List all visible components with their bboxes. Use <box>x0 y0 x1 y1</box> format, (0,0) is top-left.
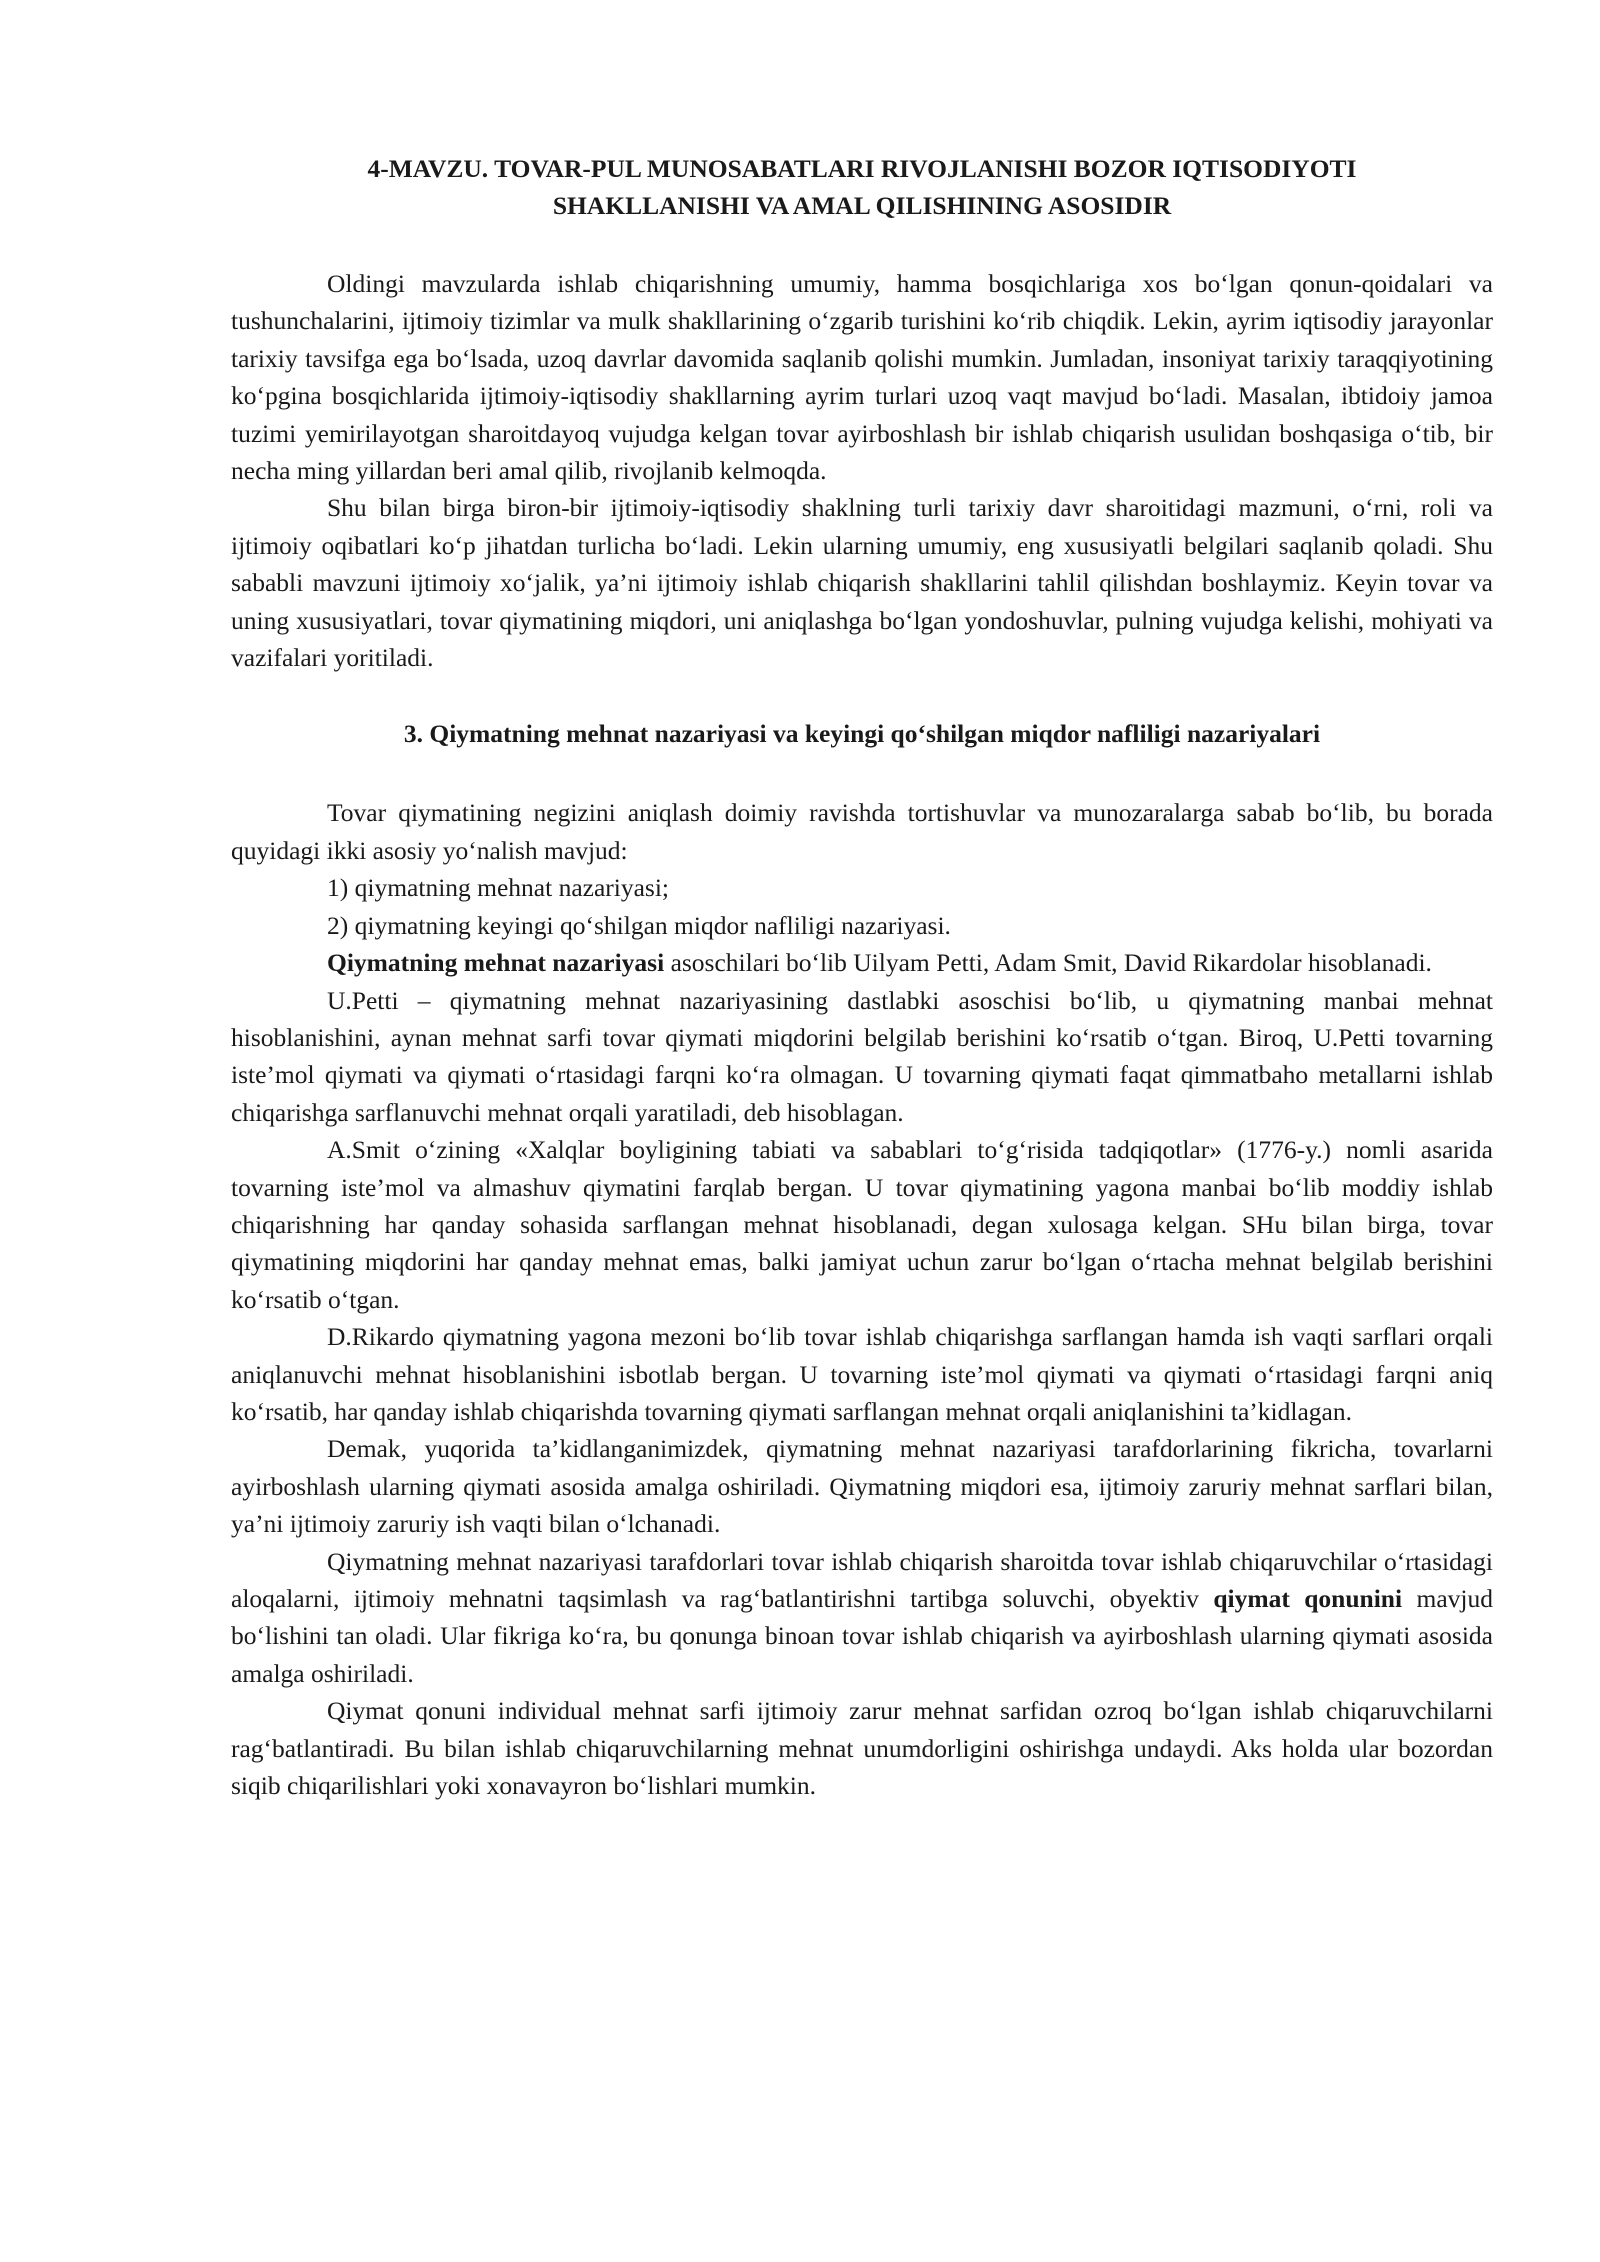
section-paragraph-ricardo: D.Rikardo qiymatning yagona mezoni bo‘lib tovar ishlab chiqarishga sarflangan hamda ish vaqti sarflari orqali aniqlanuvchi mehnat hisoblanishini isbotlab bergan. U tovarning iste’mol qiymati va qiymati o‘rtasidagi farqni aniq ko‘rsatib, har qanday ishlab chiqarishda tovarning qiymati sarflangan mehnat orqali aniqlanishini ta’kidlagan. <box>231 1322 1493 1426</box>
section-heading: 3. Qiymatning mehnat nazariyasi va keyingi qo‘shilgan miqdor nafliligi nazariyalari <box>403 719 1321 749</box>
list-item-2: 2) qiymatning keyingi qo‘shilgan miqdor nafliligi nazariyasi. <box>327 910 951 940</box>
section-paragraph-smith: A.Smit o‘zining «Xalqlar boyligining tabiati va sabablari to‘g‘risida tadqiqotlar» (1776-y.) nomli asarida tovarning iste’mol va almashuv qiymatini farqlab bergan. U tovar qiymatining yagona manbai bo‘lib moddiy ishlab chiqarishning har qanday sohasida sarflangan mehnat hisoblanadi, degan xulosaga kelgan. SHu bilan birga, tovar qiymatining miqdorini har qanday mehnat emas, balki jamiyat uchun zarur bo‘lgan o‘rtacha mehnat belgilab berishini ko‘rsatib o‘tgan. <box>231 1135 1493 1314</box>
paragraph-7-text-b: mavjud bo‘lishini tan oladi. Ular fikriga ko‘ra, bu qonunga binoan tovar ishlab chiqarish va ayirboshlash ularning qiymati asosida amalga oshiriladi. <box>231 1584 1493 1688</box>
paragraph-2-text: asoschilari bo‘lib Uilyam Petti, Adam Smit, David Rikardolar hisoblanadi. <box>664 948 1432 978</box>
section-paragraph-2 <box>231 944 1493 981</box>
term-labor-theory: Qiymatning mehnat nazariyasi <box>327 948 665 978</box>
intro-paragraph-2: Shu bilan birga biron-bir ijtimoiy-iqtisodiy shaklning turli tarixiy davr sharoitidagi mazmuni, o‘rni, roli va ijtimoiy oqibatlari ko‘p jihatdan turlicha bo‘ladi. Lekin ularning umumiy, eng xususiyatli belgilari saqlanib qoladi. Shu sababli mavzuni ijtimoiy xo‘jalik, ya’ni ijtimoiy ishlab chiqarish shakllarini tahlil qilishdan boshlaymiz. Keyin tovar va uning xususiyatlari, tovar qiymatining miqdori, uni aniqlashga bo‘lgan yondoshuvlar, pulning vujudga kelishi, mohiyati va vazifalari yoritiladi. <box>231 493 1493 673</box>
document-title <box>231 150 1493 224</box>
section-paragraph-1: Tovar qiymatining negizini aniqlash doimiy ravishda tortishuvlar va munozaralarga sabab bo‘lib, bu borada quyidagi ikki asosiy yo‘nalish mavjud: <box>231 798 1493 865</box>
section-paragraph-summary: Demak, yuqorida ta’kidlanganimizdek, qiymatning mehnat nazariyasi tarafdorlarining fikricha, tovarlarni ayirboshlash ularning qiymati asosida amalga oshiriladi. Qiymatning miqdori esa, ijtimoiy zaruriy mehnat sarflari bilan, ya’ni ijtimoiy zaruriy ish vaqti bilan o‘lchanadi. <box>231 1434 1493 1539</box>
list-item-1: 1) qiymatning mehnat nazariyasi; <box>327 873 670 903</box>
section-paragraph-value-law <box>231 1543 1493 1693</box>
section-paragraph-final: Qiymat qonuni individual mehnat sarfi ijtimoiy zarur mehnat sarfidan ozroq bo‘lgan ishlab chiqaruvchilarni rag‘batlantiradi. Bu bilan ishlab chiqaruvchilarning mehnat unumdorligini oshirishga undaydi. Aks holda ular bozordan siqib chiqarilishlari yoki xonavayron bo‘lishlari mumkin. <box>231 1696 1493 1801</box>
intro-paragraph-1: Oldingi mavzularda ishlab chiqarishning umumiy, hamma bosqichlariga xos bo‘lgan qonun-qoidalari va tushunchalarini, ijtimoiy tizimlar va mulk shakllarining o‘zgarib turishini ko‘rib chiqdik. Lekin, ayrim iqtisodiy jarayonlar tarixiy tavsifga ega bo‘lsada, uzoq davrlar davomida saqlanib qolishi mumkin. Jumladan, insoniyat tarixiy taraqqiyotining ko‘pgina bosqichlarida ijtimoiy-iqtisodiy shakllarning ayrim turlari uzoq vaqt mavjud bo‘ladi. Masalan, ibtidoiy jamoa tuzimi yemirilayotgan sharoitdayoq vujudga kelgan tovar ayirboshlash bir ishlab chiqarish usulidan boshqasiga o‘tib, bir necha ming yillardan beri amal qilib, rivojlanib kelmoqda. <box>231 269 1493 486</box>
title-line-1: 4-MAVZU. TOVAR-PUL MUNOSABATLARI RIVOJLANISHI BOZOR IQTISODIYOTI <box>367 154 1357 183</box>
section-paragraph-petty: U.Petti – qiymatning mehnat nazariyasining dastlabki asoschisi bo‘lib, u qiymatning manbai mehnat hisoblanishini, aynan mehnat sarfi tovar qiymati miqdorini belgilab berishini ko‘rsatib o‘tgan. Biroq, U.Petti tovarning iste’mol qiymati va qiymati o‘rtasidagi farqni ko‘ra olmagan. U tovarning qiymati faqat qimmatbaho metallarni ishlab chiqarishga sarflanuvchi mehnat orqali yaratiladi, deb hisoblagan. <box>231 985 1493 1127</box>
title-line-2: SHAKLLANISHI VA AMAL QILISHINING ASOSIDIR <box>552 191 1172 220</box>
paragraph-7-text-a: Qiymatning mehnat nazariyasi tarafdorlari tovar ishlab chiqarish sharoitda tovar ishlab chiqaruvchilar o‘rtasidagi aloqalarni, ijtimoiy mehnatni taqsimlash va rag‘batlantirishni tartibga soluvchi, obyektiv <box>231 1546 1493 1613</box>
document-page <box>231 150 1493 1804</box>
term-law-of-value: qiymat qonunini <box>1213 1584 1403 1613</box>
